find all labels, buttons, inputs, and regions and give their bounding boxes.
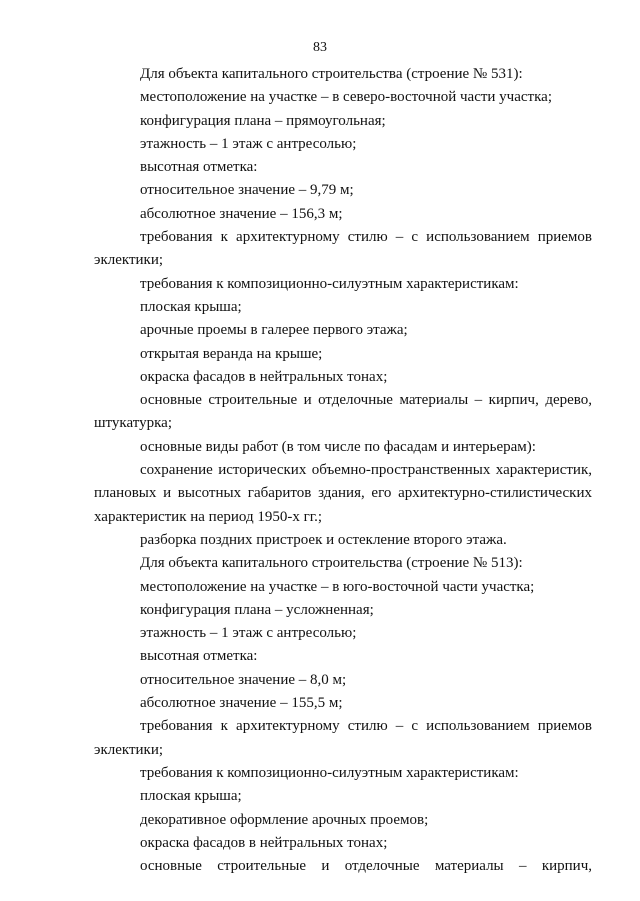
paragraph-silhouette-requirements: требования к композиционно-силуэтным характеристикам:	[140, 764, 519, 781]
paragraph-object-513-heading: Для объекта капитального строительства (строение № 513):	[140, 555, 523, 572]
paragraph-flat-roof: плоская крыша;	[140, 298, 242, 315]
paragraph-facade-colors: окраска фасадов в нейтральных тонах;	[140, 834, 388, 851]
page-number: 83	[313, 40, 327, 55]
paragraph-location: местоположение на участке – в северо-восточной части участка;	[140, 89, 552, 106]
paragraph-preservation: сохранение исторических объемно-пространственных характеристик, плановых и высотных габаритов здания, его архитектурно-стилистических характеристик на период 1950-х гг.;	[94, 462, 592, 525]
paragraph-location: местоположение на участке – в юго-восточной части участка;	[140, 578, 535, 595]
paragraph-floors: этажность – 1 этаж с антресолью;	[140, 135, 357, 152]
paragraph-absolute-value: абсолютное значение – 155,5 м;	[140, 695, 343, 712]
paragraph-plan-configuration: конфигурация плана – усложненная;	[140, 601, 374, 618]
paragraph-absolute-value: абсолютное значение – 156,3 м;	[140, 205, 343, 222]
paragraph-demolition: разборка поздних пристроек и остекление второго этажа.	[140, 531, 507, 548]
paragraph-height-mark: высотная отметка:	[140, 159, 258, 176]
paragraph-relative-value: относительное значение – 8,0 м;	[140, 671, 347, 688]
paragraph-arched-openings: арочные проемы в галерее первого этажа;	[140, 322, 408, 339]
paragraph-height-mark: высотная отметка:	[140, 648, 258, 665]
paragraph-open-veranda: открытая веранда на крыше;	[140, 345, 323, 362]
paragraph-materials: основные строительные и отделочные материалы – кирпич, дерево, штукатурка;	[94, 392, 592, 432]
paragraph-materials: основные строительные и отделочные материалы – кирпич,	[140, 858, 592, 875]
paragraph-relative-value: относительное значение – 9,79 м;	[140, 182, 354, 199]
paragraph-architectural-style: требования к архитектурному стилю – с использованием приемов эклектики;	[94, 718, 592, 758]
paragraph-architectural-style: требования к архитектурному стилю – с использованием приемов эклектики;	[94, 229, 592, 269]
paragraph-silhouette-requirements: требования к композиционно-силуэтным характеристикам:	[140, 275, 519, 292]
paragraph-floors: этажность – 1 этаж с антресолью;	[140, 625, 357, 642]
document-body	[94, 63, 592, 878]
paragraph-decorative-arches: декоративное оформление арочных проемов;	[140, 811, 429, 828]
paragraph-flat-roof: плоская крыша;	[140, 788, 242, 805]
paragraph-plan-configuration: конфигурация плана – прямоугольная;	[140, 112, 386, 129]
paragraph-facade-colors: окраска фасадов в нейтральных тонах;	[140, 368, 388, 385]
paragraph-object-531-heading: Для объекта капитального строительства (строение № 531):	[140, 66, 523, 82]
paragraph-works: основные виды работ (в том числе по фасадам и интерьерам):	[140, 438, 536, 455]
